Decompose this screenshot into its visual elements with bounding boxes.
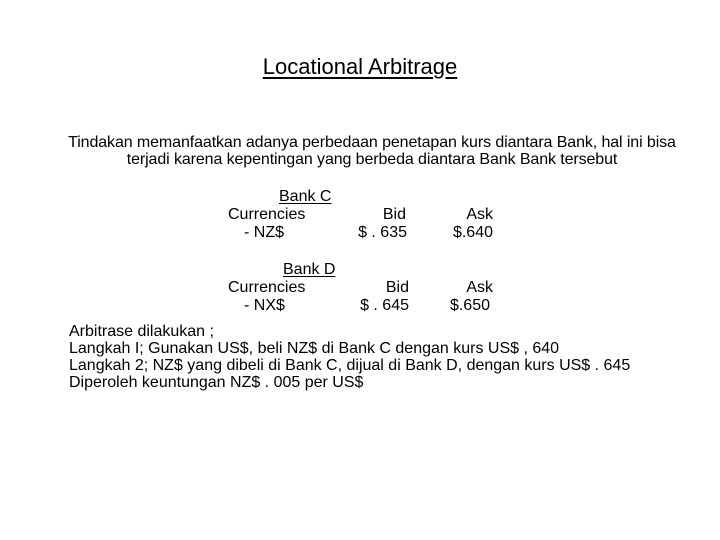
bank-d-ask-label: Ask [466, 279, 493, 296]
summary-line: Langkah I; Gunakan US$, beli NZ$ di Bank C dengan kurs US$ , 640 [69, 340, 560, 357]
summary-line: Diperoleh keuntungan NZ$ . 005 per US$ [69, 374, 364, 391]
bank-c-heading: Bank C [279, 188, 332, 205]
bank-c-bid-label: Bid [382, 206, 406, 223]
bank-c-currencies-label: Currencies [228, 206, 306, 223]
summary-line: Arbitrase dilakukan ; [69, 323, 214, 340]
intro-paragraph: Tindakan memanfaatkan adanya perbedaan penetapan kurs diantara Bank, hal ini bisa terjadi karena kepentingan yang berbeda diantara Bank Bank tersebut [68, 134, 676, 168]
bank-c-ask-value: $.640 [452, 224, 493, 241]
bank-d-currency: - NX$ [244, 297, 285, 314]
bank-d-bid-value: $ . 645 [360, 297, 409, 314]
page-title: Locational Arbitrage [262, 54, 458, 79]
bank-d-bid-label: Bid [385, 279, 409, 296]
bank-d-ask-value: $.650 [449, 297, 490, 314]
bank-c-ask-label: Ask [466, 206, 493, 223]
arbitrage-summary [69, 323, 630, 391]
bank-c-bid-value: $ . 635 [358, 224, 407, 241]
bank-d-currencies-label: Currencies [228, 279, 306, 296]
bank-c-currency: - NZ$ [244, 224, 284, 241]
summary-line: Langkah 2; NZ$ yang dibeli di Bank C, dijual di Bank D, dengan kurs US$ . 645 [69, 357, 631, 374]
bank-d-heading: Bank D [283, 261, 336, 278]
